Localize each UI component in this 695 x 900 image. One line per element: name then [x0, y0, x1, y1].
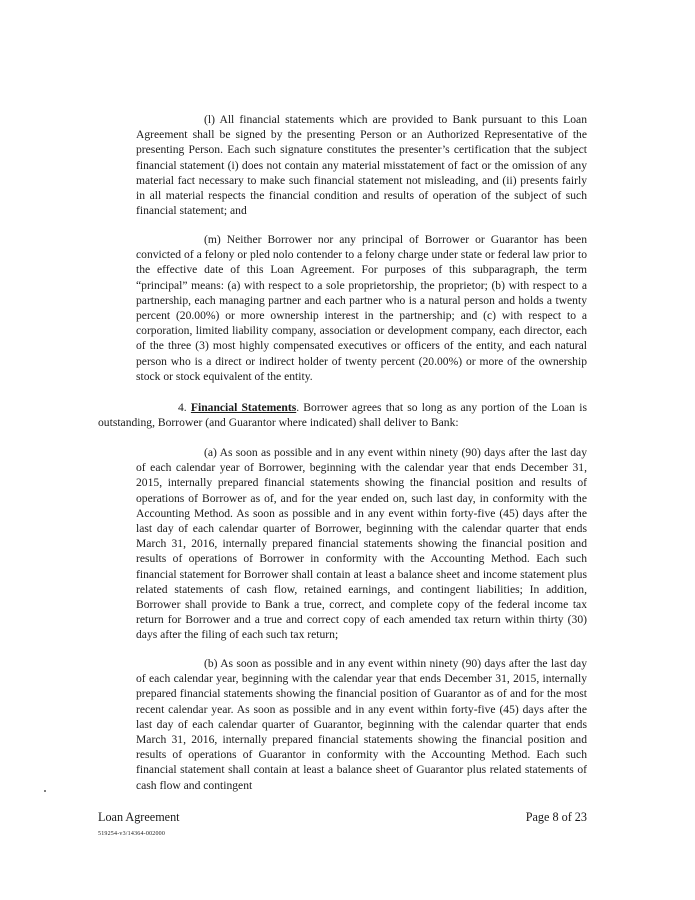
paragraph-marker: (a) — [204, 446, 217, 459]
paragraph-text: As soon as possible and in any event within ninety (90) days after the last day of each calendar year, beginning with the calendar year that ends December 31, 2015, internally prepared financial statements showing the financial position of Guarantor as of and for the most recent calendar year. As soon as possible and in any event within forty-five (45) days after the last day of each calendar quarter of Guarantor, beginning with the calendar quarter that ends March 31, 2016, internally prepared financial statements showing the financial position and results of operations of Guarantor in conformity with the Accounting Method. Each such financial statement shall contain at least a balance sheet of Guarantor plus related statements of cash flow and contingent — [136, 657, 587, 792]
paragraph-marker: (l) — [204, 113, 215, 126]
section-4-paragraph — [98, 400, 587, 430]
paragraph-text: Neither Borrower nor any principal of Borrower or Guarantor has been convicted of a felony or pled nolo contender to a felony charge under state or federal law prior to the effective date of this Loan Agreement. For purposes of this subparagraph, the term “principal” means: (a) with respect to a sole proprietorship, the proprietor; (b) with respect to a partnership, each managing partner and each partner who is a natural person and holds a twenty percent (20.00%) or more ownership interest in the partnership; and (c) with respect to a corporation, limited liability company, association or development company, each director, each of the three (3) most highly compensated executives or officers of the entity, and each natural person who is a direct or indirect holder of twenty percent (20.00%) or more of the ownership stock or stock equivalent of the entity. — [136, 233, 587, 383]
paragraph-m — [136, 232, 587, 384]
paragraph-text: . Borrower agrees that so long as any portion of the Loan is outstanding, Borrower (and Guarantor where indicated) shall deliver to Bank: — [98, 401, 587, 430]
section-number: 4. — [178, 401, 187, 414]
paragraph-marker: (b) — [204, 657, 218, 670]
footer-title: Loan Agreement — [98, 810, 180, 824]
footer-page-number: Page 8 of 23 — [525, 810, 587, 824]
paragraph-text: All financial statements which are provided to Bank pursuant to this Loan Agreement shall be signed by the presenting Person or an Authorized Representative of the presenting Person. Each such signature constitutes the presenter’s certification that the subject financial statement (i) does not contain any material misstatement of fact or the omission of any material fact necessary to make such financial statement not misleading, and (ii) presents fairly in all material respects the financial condition and results of operation of the subject of such financial statement; and — [136, 113, 587, 218]
paragraph-marker: (m) — [204, 233, 221, 246]
scan-speck — [44, 790, 46, 792]
paragraph-l — [136, 112, 587, 218]
footer-document-code: 519254-v3/14364-002000 — [98, 831, 166, 837]
section-heading: Financial Statements — [190, 401, 297, 414]
paragraph-a — [136, 445, 587, 643]
paragraph-b — [136, 656, 587, 793]
paragraph-text: As soon as possible and in any event within ninety (90) days after the last day of each calendar year of Borrower, beginning with the calendar year that ends December 31, 2015, internally prepared financial statements showing the financial position and results of operations of Borrower as of, and for the year ended on, such last day, in conformity with the Accounting Method. As soon as possible and in any event within forty-five (45) days after the last day of each calendar quarter of Borrower, beginning with the calendar quarter that ends March 31, 2016, internally prepared financial statements showing the financial position and results of operations of Borrower in conformity with the Accounting Method. Each such financial statement for Borrower shall contain at least a balance sheet and income statement plus related statements of cash flow, retained earnings, and contingent liabilities; In addition, Borrower shall provide to Bank a true, correct, and complete copy of the federal income tax return for Borrower and a true and correct copy of each amended tax return within thirty (30) days after the filing of each such tax return; — [136, 446, 587, 642]
